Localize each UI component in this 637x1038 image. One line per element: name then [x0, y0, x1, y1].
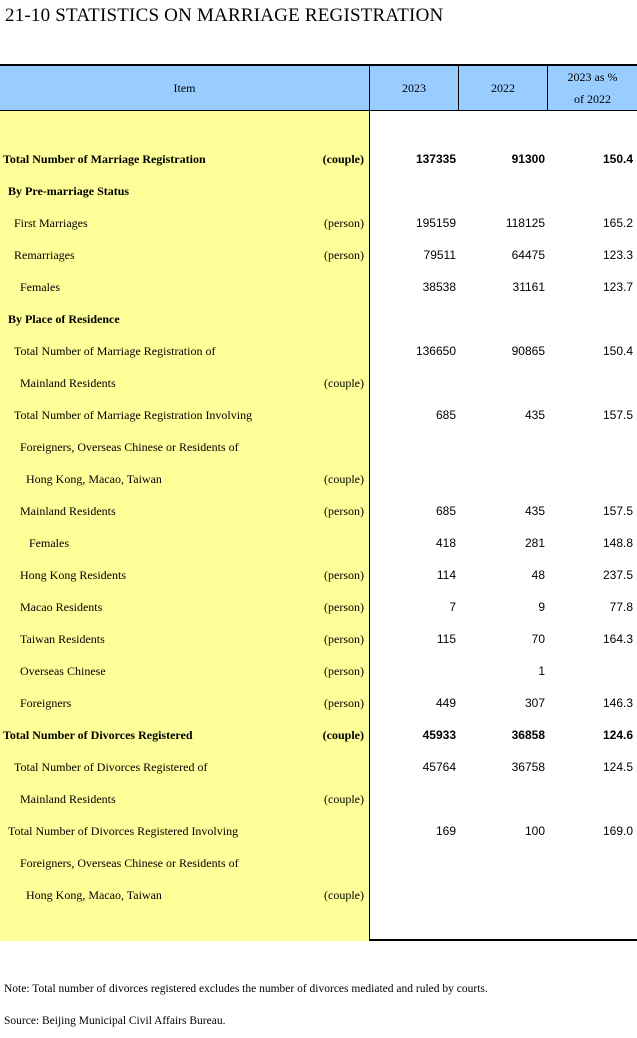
row-label: Total Number of Marriage Registration of — [14, 344, 216, 358]
value-2023: 195159 — [415, 216, 456, 230]
value-pct: 169.0 — [602, 824, 633, 838]
value-2022: 48 — [531, 568, 545, 582]
value-2023: 114 — [436, 568, 456, 582]
row-unit: (person) — [324, 504, 364, 518]
table-row — [0, 463, 637, 495]
value-pct: 165.2 — [602, 216, 633, 230]
row-unit: (couple) — [322, 152, 364, 166]
table-row — [0, 591, 637, 623]
table-row — [0, 559, 637, 591]
table-row — [0, 367, 637, 399]
value-2023: 45933 — [422, 728, 456, 742]
row-label: Total Number of Divorces Registered of — [14, 760, 208, 774]
row-label: Females — [20, 280, 60, 294]
row-label: Total Number of Marriage Registration — [3, 152, 206, 166]
value-pct: 237.5 — [602, 568, 633, 582]
table-row — [0, 623, 637, 655]
row-label: Mainland Residents — [20, 792, 116, 806]
header-item: Item — [173, 80, 196, 95]
row-label: First Marriages — [14, 216, 88, 230]
value-2023: 449 — [435, 696, 456, 710]
row-unit: (person) — [324, 568, 364, 582]
value-2022: 1 — [538, 664, 545, 678]
table-row — [0, 143, 637, 175]
row-unit: (couple) — [324, 472, 364, 486]
value-pct: 148.8 — [602, 536, 633, 550]
header-2023: 2023 — [402, 80, 426, 95]
row-unit: (couple) — [324, 792, 364, 806]
value-pct: 157.5 — [602, 408, 633, 422]
row-label: Macao Residents — [20, 600, 103, 614]
value-2023: 169 — [435, 824, 456, 838]
value-2023: 7 — [449, 600, 456, 614]
value-pct: 123.3 — [602, 248, 633, 262]
value-pct: 124.6 — [602, 728, 633, 742]
row-unit: (couple) — [324, 888, 364, 902]
table-row — [0, 431, 637, 463]
table-header — [0, 66, 637, 111]
row-label: Hong Kong, Macao, Taiwan — [26, 472, 162, 486]
value-2022: 36858 — [511, 728, 545, 742]
row-unit: (person) — [324, 664, 364, 678]
statistics-table — [0, 64, 637, 941]
row-unit: (person) — [324, 248, 364, 262]
value-2022: 281 — [524, 536, 545, 550]
header-2022: 2022 — [491, 80, 515, 95]
value-2022: 100 — [524, 824, 545, 838]
value-2022: 307 — [524, 696, 545, 710]
row-unit: (couple) — [322, 728, 364, 742]
row-label: Total Number of Divorces Registered Involving — [8, 824, 239, 838]
table-row — [0, 239, 637, 271]
table-row — [0, 303, 637, 335]
row-label: Hong Kong, Macao, Taiwan — [26, 888, 162, 902]
table-row — [0, 399, 637, 431]
value-2023: 418 — [435, 536, 456, 550]
value-2023: 137335 — [415, 152, 456, 166]
value-pct: 164.3 — [602, 632, 633, 646]
value-2023: 79511 — [423, 248, 456, 262]
value-2022: 118125 — [505, 216, 545, 230]
row-unit: (person) — [324, 632, 364, 646]
table-source: Source: Beijing Municipal Civil Affairs Bureau. — [4, 1015, 226, 1027]
header-pct-line1: 2023 as % — [567, 70, 618, 84]
table-row — [0, 719, 637, 751]
header-pct-line2: of 2022 — [574, 92, 611, 106]
row-label: Taiwan Residents — [20, 632, 105, 646]
value-pct: 150.4 — [602, 152, 633, 166]
row-label: Foreigners, Overseas Chinese or Residents of — [20, 856, 239, 870]
row-label: Females — [29, 536, 69, 550]
row-label: Foreigners, Overseas Chinese or Residents of — [20, 440, 239, 454]
row-label: By Pre-marriage Status — [8, 184, 130, 198]
value-pct: 146.3 — [602, 696, 633, 710]
row-label: Foreigners — [20, 696, 72, 710]
row-label: Mainland Residents — [20, 376, 116, 390]
value-2023: 38538 — [422, 280, 456, 294]
table-row — [0, 495, 637, 527]
value-2022: 9 — [538, 600, 545, 614]
value-pct: 124.5 — [602, 760, 633, 774]
value-2022: 435 — [524, 408, 545, 422]
value-2022: 64475 — [511, 248, 545, 262]
table-row — [0, 879, 637, 911]
header-pct — [548, 66, 637, 110]
table-row — [0, 655, 637, 687]
table-row — [0, 335, 637, 367]
table-row — [0, 175, 637, 207]
page-title: 21-10 STATISTICS ON MARRIAGE REGISTRATION — [5, 5, 444, 26]
row-unit: (person) — [324, 216, 364, 230]
value-pct: 150.4 — [602, 344, 633, 358]
table-row — [0, 207, 637, 239]
row-label: Remarriages — [14, 248, 75, 262]
value-2023: 685 — [435, 504, 456, 518]
table-row — [0, 847, 637, 879]
value-2023: 685 — [435, 408, 456, 422]
value-2023: 136650 — [415, 344, 456, 358]
row-label: By Place of Residence — [8, 312, 120, 326]
table-row — [0, 527, 637, 559]
table-row — [0, 271, 637, 303]
table-row — [0, 815, 637, 847]
value-pct: 157.5 — [602, 504, 633, 518]
row-unit: (couple) — [324, 376, 364, 390]
table-note: Note: Total number of divorces registered excludes the number of divorces mediated and ruled by courts. — [4, 983, 488, 995]
value-2022: 90865 — [511, 344, 545, 358]
row-label: Total Number of Divorces Registered — [3, 728, 193, 742]
row-unit: (person) — [324, 600, 364, 614]
row-label: Mainland Residents — [20, 504, 116, 518]
row-label: Overseas Chinese — [20, 664, 106, 678]
table-row — [0, 783, 637, 815]
value-2022: 70 — [531, 632, 545, 646]
value-pct: 77.8 — [609, 600, 633, 614]
value-2022: 36758 — [511, 760, 545, 774]
row-label: Hong Kong Residents — [20, 568, 126, 582]
value-2023: 115 — [436, 632, 456, 646]
value-2022: 31161 — [512, 280, 545, 294]
value-2022: 91300 — [511, 152, 545, 166]
value-2022: 435 — [524, 504, 545, 518]
table-row — [0, 751, 637, 783]
row-label: Total Number of Marriage Registration Involving — [14, 408, 253, 422]
table-row — [0, 687, 637, 719]
value-pct: 123.7 — [602, 280, 633, 294]
row-unit: (person) — [324, 696, 364, 710]
value-2023: 45764 — [422, 760, 456, 774]
